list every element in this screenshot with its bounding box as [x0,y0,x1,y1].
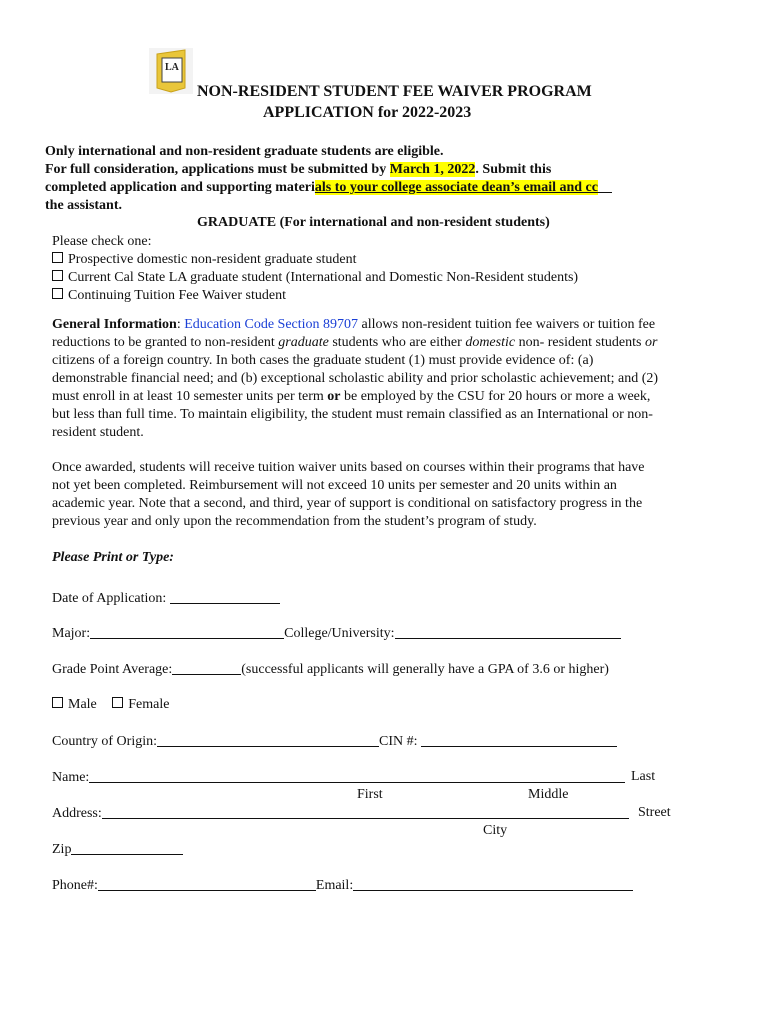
email-field[interactable] [353,877,633,891]
emphasis-bold: or [327,389,341,404]
cin-label: CIN #: [379,734,421,749]
checkbox-male[interactable] [52,697,63,708]
general-info-line6: but less than full time. To maintain eligibility, the student must remain classified as an International or non- [52,407,653,422]
name-first-caption: First [357,787,383,802]
zip-label: Zip [52,842,72,857]
document-title-line1: NON-RESIDENT STUDENT FEE WAIVER PROGRAM [197,83,592,100]
major-label: Major: [52,626,91,641]
gpa-label: Grade Point Average: [52,662,173,677]
option-label: Current Cal State LA graduate student (International and Domestic Non-Resident students) [68,270,579,285]
gpa-note: (successful applicants will generally have a GPA of 3.6 or higher) [241,662,609,677]
major-field[interactable] [90,625,284,639]
option-label: Continuing Tuition Fee Waiver student [68,288,286,303]
address-label: Address: [52,806,102,821]
emphasis: or [644,335,658,350]
deadline-line [45,161,551,179]
country-field[interactable] [157,733,379,747]
zip-row [52,841,183,858]
logo-text: LA [165,62,179,73]
email-label: Email: [315,878,354,893]
general-info-line3: citizens of a foreign country. In both cases the graduate student (1) must provide evidence of: (a) [52,353,594,368]
general-info-line1 [52,316,655,334]
name-row [52,769,625,786]
option-prospective[interactable] [52,251,356,269]
general-text: students who are either [328,335,466,350]
name-last-caption: Last [631,769,656,784]
general-text: non- resident students [515,335,645,350]
date-label: Date of Application: [52,591,170,606]
document-title-line2: APPLICATION for 2022-2023 [263,104,472,121]
gender-row [52,697,169,713]
general-info-line5 [52,388,650,406]
submit-line-end: the assistant. [45,198,123,213]
submit-text: completed application and supporting materi [45,180,315,195]
major-row [52,625,621,642]
general-text: must enroll in at least 10 semester units per term [52,389,328,404]
gpa-row [52,661,609,678]
cin-field[interactable] [421,733,617,747]
address-field[interactable] [102,805,629,819]
checkbox-prospective[interactable] [52,252,63,263]
checkbox-female[interactable] [112,697,123,708]
name-field[interactable] [89,769,625,783]
general-text: be employed by the CSU for 20 hours or more a week, [340,389,651,404]
address-city-caption: City [483,823,508,838]
name-middle-caption: Middle [528,787,569,802]
country-row [52,733,617,750]
male-label: Male [68,697,97,712]
emphasis: domestic [465,335,516,350]
country-label: Country of Origin: [52,734,157,749]
print-or-type-heading: Please Print or Type: [52,550,174,565]
cal-state-la-logo [149,48,193,94]
college-label: College/University: [284,626,395,641]
eligibility-line: Only international and non-resident graduate students are eligible. [45,144,444,159]
education-code-link[interactable]: Education Code Section 89707 [184,317,359,332]
awarded-line1: Once awarded, students will receive tuition waiver units based on courses within their programs that have [52,460,645,475]
awarded-line2: not yet been completed. Reimbursement will not exceed 10 units per semester and 20 units within an [52,478,617,493]
awarded-line4: previous year and only upon the recommendation from the student’s program of study. [52,514,537,529]
zip-field[interactable] [71,841,183,855]
general-info-line7: resident student. [52,425,144,440]
phone-field[interactable] [98,877,316,891]
graduate-heading: GRADUATE (For international and non-resident students) [197,215,550,230]
deadline-text-end: . Submit this [475,162,552,177]
submit-highlight: als to your college associate dean’s email and cc [314,180,598,195]
option-continuing[interactable] [52,287,286,305]
female-label: Female [128,697,170,712]
date-field[interactable] [170,590,280,604]
general-text: reductions to be granted to non-resident [52,335,279,350]
submit-line [45,179,612,197]
deadline-text: For full consideration, applications must be submitted by [45,162,390,177]
checkbox-current[interactable] [52,270,63,281]
phone-label: Phone#: [52,878,98,893]
college-field[interactable] [395,625,621,639]
name-label: Name: [52,770,90,785]
gpa-field[interactable] [172,661,241,675]
general-info-line4: demonstrable financial need; and (b) exceptional scholastic ability and prior scholastic achievement; and (2) [52,371,659,386]
option-current[interactable] [52,269,578,287]
address-row [52,805,629,822]
date-of-application-row [52,590,280,607]
checkbox-continuing[interactable] [52,288,63,299]
general-info-label: General Information [52,317,177,332]
general-info-line2 [52,334,657,352]
general-text: allows non-resident tuition fee waivers or tuition fee [358,317,656,332]
colon: : [176,317,185,332]
check-prompt: Please check one: [52,234,152,249]
phone-email-row [52,877,633,894]
option-label: Prospective domestic non-resident graduate student [68,252,357,267]
emphasis: graduate [278,335,329,350]
deadline-date: March 1, 2022 [389,162,476,177]
address-street-caption: Street [638,805,671,820]
awarded-line3: academic year. Note that a second, and third, year of support is conditional on satisfactory progress in the [52,496,643,511]
